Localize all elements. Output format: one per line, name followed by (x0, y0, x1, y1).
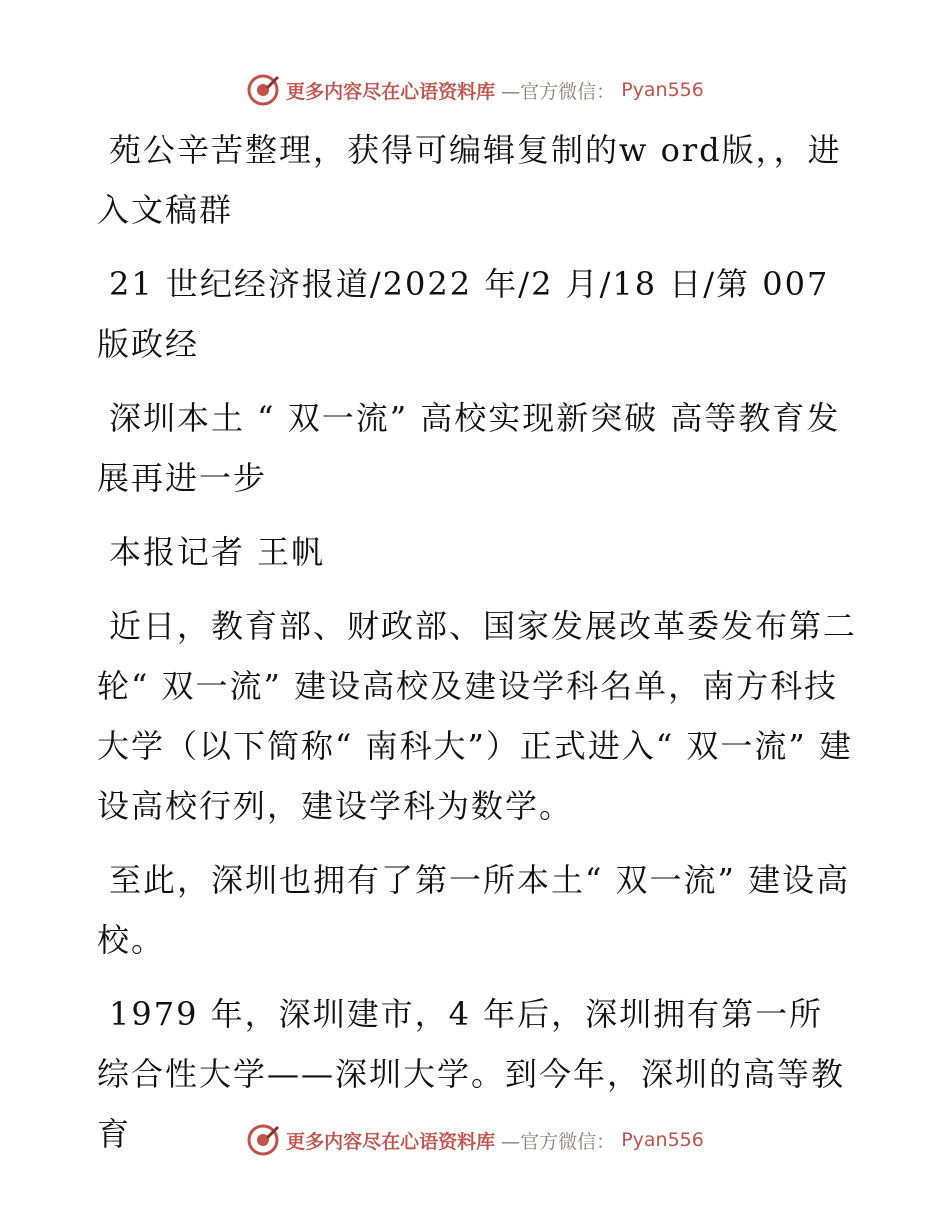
paragraph-body-2: 至此，深圳也拥有了第一所本土“ 双一流” 建设高校。 (97, 861, 851, 959)
pen-logo-icon (246, 1123, 280, 1157)
watermark-separator: —官方微信： (501, 1130, 616, 1153)
paragraph-intro: 苑公辛苦整理，获得可编辑复制的w ord版，，进入文稿群 (97, 131, 842, 229)
header-watermark (0, 70, 950, 110)
footer-watermark (0, 1120, 950, 1160)
watermark-main-text: 更多内容尽在心语资料库 (286, 80, 496, 103)
watermark-main-text: 更多内容尽在心语资料库 (286, 1130, 496, 1153)
paragraph-source: 21 世纪经济报道/2022 年/2 月/18 日/第 007 版政经 (97, 265, 830, 363)
watermark-wechat-id: Pyan556 (621, 79, 704, 101)
watermark-wechat-id: Pyan556 (621, 1129, 704, 1151)
pen-logo-icon (246, 73, 280, 107)
document-body (97, 120, 857, 1178)
paragraph-byline: 本报记者 王帆 (109, 533, 326, 571)
paragraph-body-3: 1979 年，深圳建市，4 年后，深圳拥有第一所综合性大学——深圳大学。到今年，深圳的高等教育 (97, 995, 846, 1153)
article-headline: 深圳本土 “ 双一流” 高校实现新突破 高等教育发展再进一步 (97, 399, 841, 497)
paragraph-body-1: 近日，教育部、财政部、国家发展改革委发布第二轮“ 双一流” 建设高校及建设学科名单，南方科技大学（以下简称“ 南科大”）正式进入“ 双一流” 建设高校行列，建设学科为数学。 (97, 607, 858, 825)
watermark-separator: —官方微信： (501, 80, 616, 103)
